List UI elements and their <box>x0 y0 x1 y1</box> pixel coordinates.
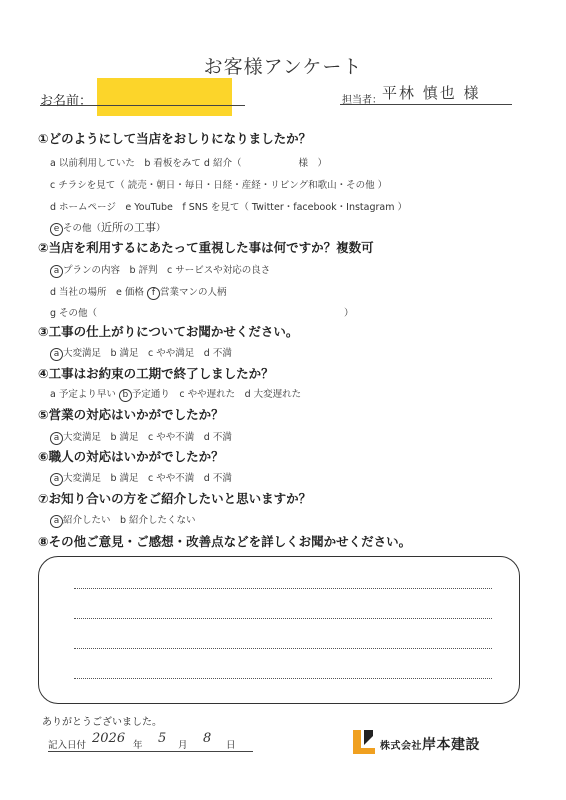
date-underline <box>48 751 253 752</box>
question-7: ⑦お知り合いの方をご紹介したいと思いますか？ <box>38 491 312 506</box>
circled-choice: a <box>50 515 63 528</box>
question-4: ④工事はお約束の工期で終了しましたか？ <box>38 366 274 381</box>
company-prefix: 株式会社 <box>380 741 422 752</box>
q6-option-text: 大変満足 b 満足 c やや不満 d 不満 <box>63 473 232 484</box>
q1-other-label: その他（ <box>63 223 102 234</box>
q5-options <box>50 429 232 445</box>
q7-options <box>50 512 196 528</box>
circled-choice: b <box>119 389 132 402</box>
thanks-text: ありがとうございました。 <box>42 717 162 728</box>
q4-option-text: a 予定より早い <box>50 389 116 400</box>
company-main-name: 岸本建設 <box>422 737 480 753</box>
date-month-unit: 月 <box>178 740 188 751</box>
question-2: ②当店を利用するにあたって重視した事は何ですか？複数可 <box>38 240 374 255</box>
page-title: お客様アンケート <box>203 56 363 78</box>
q3-option-text: 大変満足 b 満足 c やや満足 d 不満 <box>63 348 232 359</box>
q1-other-close: ） <box>156 223 166 234</box>
comment-box[interactable] <box>38 556 520 704</box>
q1-option-line-3: d ホームページ e YouTube f SNS を見て（ Twitter・facebook・Instagram ） <box>50 202 408 213</box>
date-year: 2026 <box>92 731 126 746</box>
staff-name: 平林 慎也 様 <box>382 84 481 102</box>
question-3: ③工事の仕上がりについてお聞かせください。 <box>38 324 299 339</box>
question-1: ①どのようにして当店をおしりになりましたか？ <box>38 131 312 146</box>
q5-option-text: 大変満足 b 満足 c やや不満 d 不満 <box>63 432 232 443</box>
date-day: 8 <box>203 731 212 746</box>
circled-choice: a <box>50 432 63 445</box>
circled-choice: a <box>50 473 63 486</box>
q2-option-line-3: g その他（ ） <box>50 308 354 319</box>
company-logo-icon <box>351 728 377 756</box>
circled-choice: a <box>50 348 63 361</box>
circled-choice: e <box>50 223 63 236</box>
question-6: ⑥職人の対応はいかがでしたか？ <box>38 449 224 464</box>
comment-line <box>74 588 492 589</box>
comment-line <box>74 648 492 649</box>
circled-choice: f <box>147 287 160 300</box>
q2-option-text-1: プランの内容 b 評判 c サービスや対応の良さ <box>63 265 271 276</box>
q1-option-line-4 <box>50 219 166 236</box>
q1-option-line-2: c チラシを見て（ 読売・朝日・毎日・日経・産経・リビング和歌山・その他 ） <box>50 180 388 191</box>
q2-option-line-1 <box>50 262 270 278</box>
name-label: お名前： <box>40 94 93 109</box>
q1-option-line-1: a 以前利用していた b 看板をみて d 紹介（ 様 ） <box>50 158 327 169</box>
company-name <box>380 734 480 754</box>
q7-option-text: 紹介したい b 紹介したくない <box>63 515 196 526</box>
staff-underline <box>340 104 512 105</box>
date-label: 記入日付 <box>48 740 87 751</box>
q2-option-line-2 <box>50 284 226 300</box>
staff-label: 担当者： <box>342 95 382 106</box>
question-5: ⑤営業の対応はいかがでしたか？ <box>38 407 224 422</box>
q1-handwritten-answer: 近所の工事 <box>101 221 157 234</box>
q4-options <box>50 386 301 402</box>
date-day-unit: 日 <box>226 740 236 751</box>
circled-choice: a <box>50 265 63 278</box>
comment-line <box>74 678 492 679</box>
q3-options <box>50 345 232 361</box>
q2-option-text-2b: 営業マンの人柄 <box>159 287 227 298</box>
name-redaction <box>97 78 232 116</box>
name-underline <box>40 105 245 106</box>
q6-options <box>50 470 232 486</box>
q2-option-text-2: d 当社の場所 e 価格 <box>50 287 144 298</box>
q4-option-text-b: 予定通り c やや遅れた d 大変遅れた <box>131 389 302 400</box>
date-year-unit: 年 <box>133 740 143 751</box>
comment-line <box>74 618 492 619</box>
question-8: ⑧その他ご意見・ご感想・改善点などを詳しくお聞かせください。 <box>38 534 412 549</box>
date-month: 5 <box>158 731 167 746</box>
